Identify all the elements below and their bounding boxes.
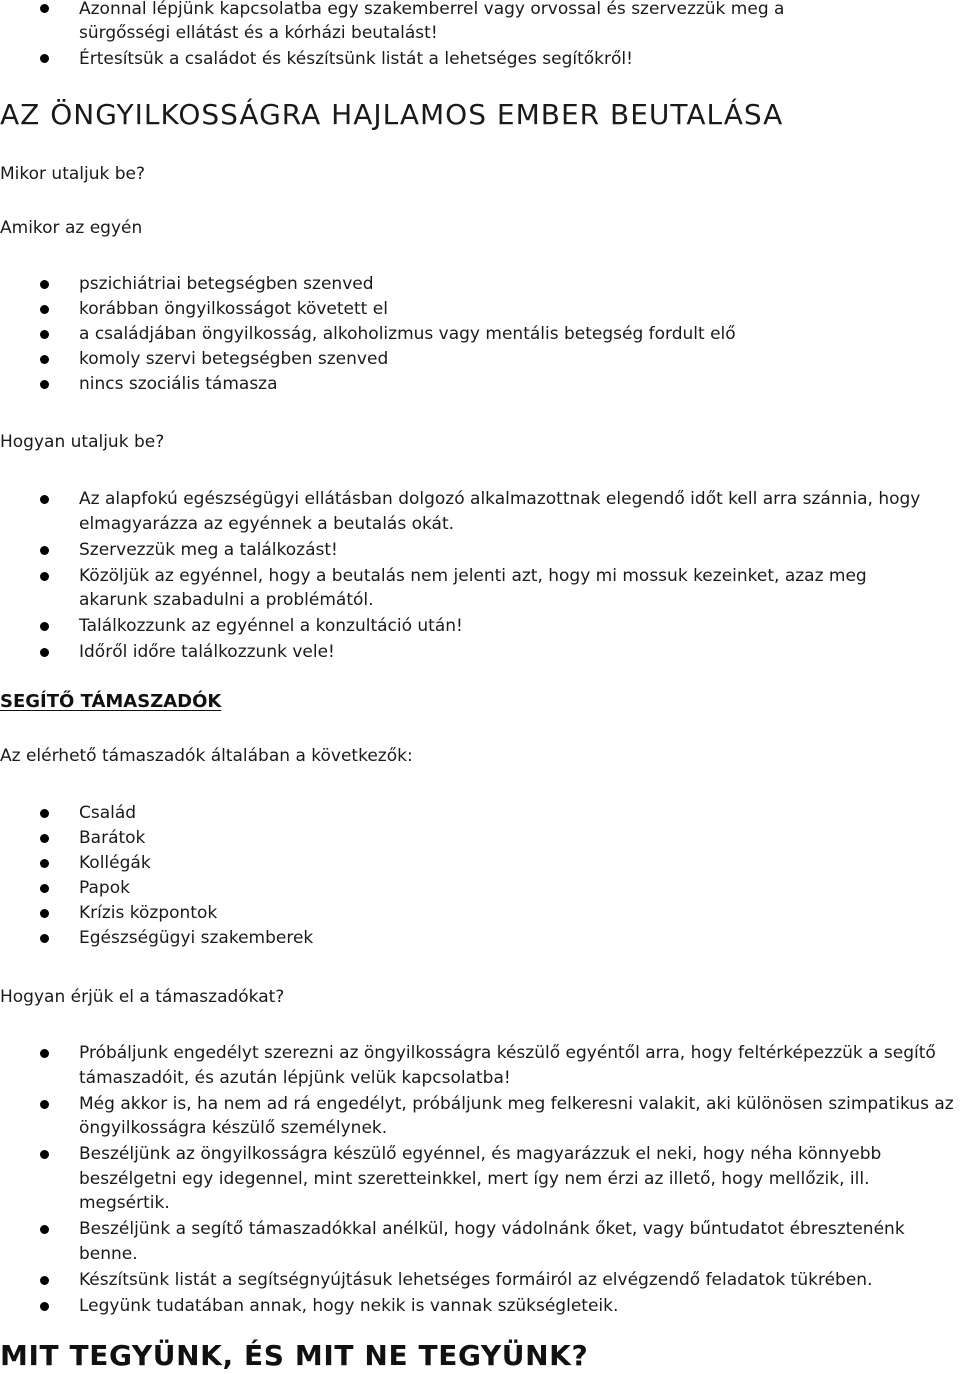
bullet-dot xyxy=(40,1049,49,1058)
list-item-text: Értesítsük a családot és készítsünk listát a lehetséges segítőkről! xyxy=(79,48,633,69)
list-item-text: Szervezzük meg a találkozást! xyxy=(79,539,338,560)
list-item-text: Legyünk tudatában annak, hogy nekik is vannak szükségleteik. xyxy=(79,1295,619,1316)
when-criteria-list xyxy=(0,272,960,397)
final-heading: MIT TEGYÜNK, ÉS MIT NE TEGYÜNK? xyxy=(0,1339,589,1372)
list-item-text: Készítsünk listát a segítségnyújtásuk lehetséges formáiról az elvégzendő feladatok tükrében. xyxy=(79,1269,873,1290)
list-item xyxy=(0,876,960,900)
list-item xyxy=(0,1142,960,1216)
list-item-text: Közöljük az egyénnel, hogy a beutalás nem jelenti azt, hogy mi mossuk kezeinket, azaz meg akarunk szabadulni a problémától. xyxy=(79,565,867,610)
list-item xyxy=(0,538,960,563)
bullet-dot xyxy=(40,280,49,289)
how-steps-list xyxy=(0,487,960,666)
list-item-text: korábban öngyilkosságot követett el xyxy=(79,299,388,319)
bullet-dot xyxy=(40,495,49,504)
list-item xyxy=(0,1217,960,1266)
bullet-dot xyxy=(40,809,49,818)
list-item xyxy=(0,564,913,613)
list-item xyxy=(0,801,960,825)
when-intro: Amikor az egyén xyxy=(0,218,143,238)
list-item xyxy=(0,614,960,639)
list-item xyxy=(0,272,960,296)
list-item-text: Egészségügyi szakemberek xyxy=(79,928,314,948)
list-item xyxy=(0,851,960,875)
list-item xyxy=(0,1092,960,1141)
list-item-text: Beszéljünk a segítő támaszadókkal anélkül, hogy vádolnánk őket, vagy bűntudatot ébresztenénk benne. xyxy=(79,1219,905,1264)
bullet-dot xyxy=(40,859,49,868)
how-question: Hogyan utaljuk be? xyxy=(0,432,165,452)
reach-supporters-list xyxy=(0,1041,960,1320)
list-item-text: nincs szociális támasza xyxy=(79,374,278,394)
list-item-text: Találkozzunk az egyénnel a konzultáció után! xyxy=(79,616,463,636)
list-item xyxy=(0,901,960,925)
when-question: Mikor utaljuk be? xyxy=(0,164,146,184)
list-item-text: Krízis központok xyxy=(79,903,218,923)
list-item-text: Az alapfokú egészségügyi ellátásban dolgozó alkalmazottnak elegendő időt kell arra szánnia, hogy elmagyarázza az egyénnek a beutalás okát. xyxy=(79,489,921,534)
list-item-text: Papok xyxy=(79,878,130,898)
list-item xyxy=(0,322,960,346)
list-item-text: Barátok xyxy=(79,828,146,848)
bullet-dot xyxy=(40,380,49,389)
bullet-dot xyxy=(40,834,49,843)
bullet-dot xyxy=(40,54,49,63)
list-item xyxy=(0,487,960,536)
list-item-text: Próbáljunk engedélyt szerezni az öngyilkosságra készülő egyéntől arra, hogy feltérképezzük a segítő támaszadóit, és azután lépjünk velük kapcsolatba! xyxy=(79,1043,936,1088)
list-item xyxy=(0,1268,960,1293)
bullet-dot xyxy=(40,648,49,657)
supporters-heading: SEGÍTŐ TÁMASZADÓK xyxy=(0,691,222,712)
supporters-intro: Az elérhető támaszadók általában a következők: xyxy=(0,746,413,766)
list-item xyxy=(0,826,960,850)
referral-heading: AZ ÖNGYILKOSSÁGRA HAJLAMOS EMBER BEUTALÁSA xyxy=(0,98,784,131)
list-item xyxy=(0,926,960,950)
intro-bullet-list xyxy=(0,0,960,72)
list-item-text: Azonnal lépjünk kapcsolatba egy szakemberrel vagy orvossal és szervezzük meg a sürgősségi ellátást és a kórházi beutalást! xyxy=(79,0,785,43)
bullet-dot xyxy=(40,4,49,13)
list-item-text: a családjában öngyilkosság, alkoholizmus vagy mentális betegség fordult elő xyxy=(79,324,736,344)
bullet-dot xyxy=(40,622,49,631)
list-item-text: Család xyxy=(79,803,137,823)
bullet-dot xyxy=(40,909,49,918)
list-item-text: Időről időre találkozzunk vele! xyxy=(79,642,335,662)
list-item-text: pszichiátriai betegségben szenved xyxy=(79,274,374,294)
bullet-dot xyxy=(40,546,49,555)
list-item xyxy=(0,640,960,665)
bullet-dot xyxy=(40,1276,49,1285)
list-item xyxy=(0,47,960,71)
supporters-list xyxy=(0,801,960,951)
bullet-dot xyxy=(40,884,49,893)
bullet-dot xyxy=(40,355,49,364)
list-item-text: komoly szervi betegségben szenved xyxy=(79,349,389,369)
bullet-dot xyxy=(40,1150,49,1159)
bullet-dot xyxy=(40,1100,49,1109)
bullet-dot xyxy=(40,1302,49,1311)
list-item xyxy=(0,372,960,396)
bullet-dot xyxy=(40,330,49,339)
list-item xyxy=(0,297,960,321)
bullet-dot xyxy=(40,305,49,314)
bullet-dot xyxy=(40,1225,49,1234)
list-item-text: Még akkor is, ha nem ad rá engedélyt, próbáljunk meg felkeresni valakit, aki különösen szimpatikus az öngyilkosságra készülő személynek. xyxy=(79,1093,954,1138)
bullet-dot xyxy=(40,572,49,581)
list-item xyxy=(0,1294,960,1319)
list-item xyxy=(0,0,873,45)
bullet-dot xyxy=(40,934,49,943)
list-item-text: Kollégák xyxy=(79,853,151,873)
list-item-text: Beszéljünk az öngyilkosságra készülő egyénnel, és magyarázzuk el neki, hogy néha könnyebb beszélgetni egy idegennel, mint szeretteinkkel, mert így nem érzi az illető, hogy mellőzik, ill. megsértik. xyxy=(79,1144,882,1213)
reach-supporters-question: Hogyan érjük el a támaszadókat? xyxy=(0,987,285,1007)
list-item xyxy=(0,347,960,371)
list-item xyxy=(0,1041,960,1090)
